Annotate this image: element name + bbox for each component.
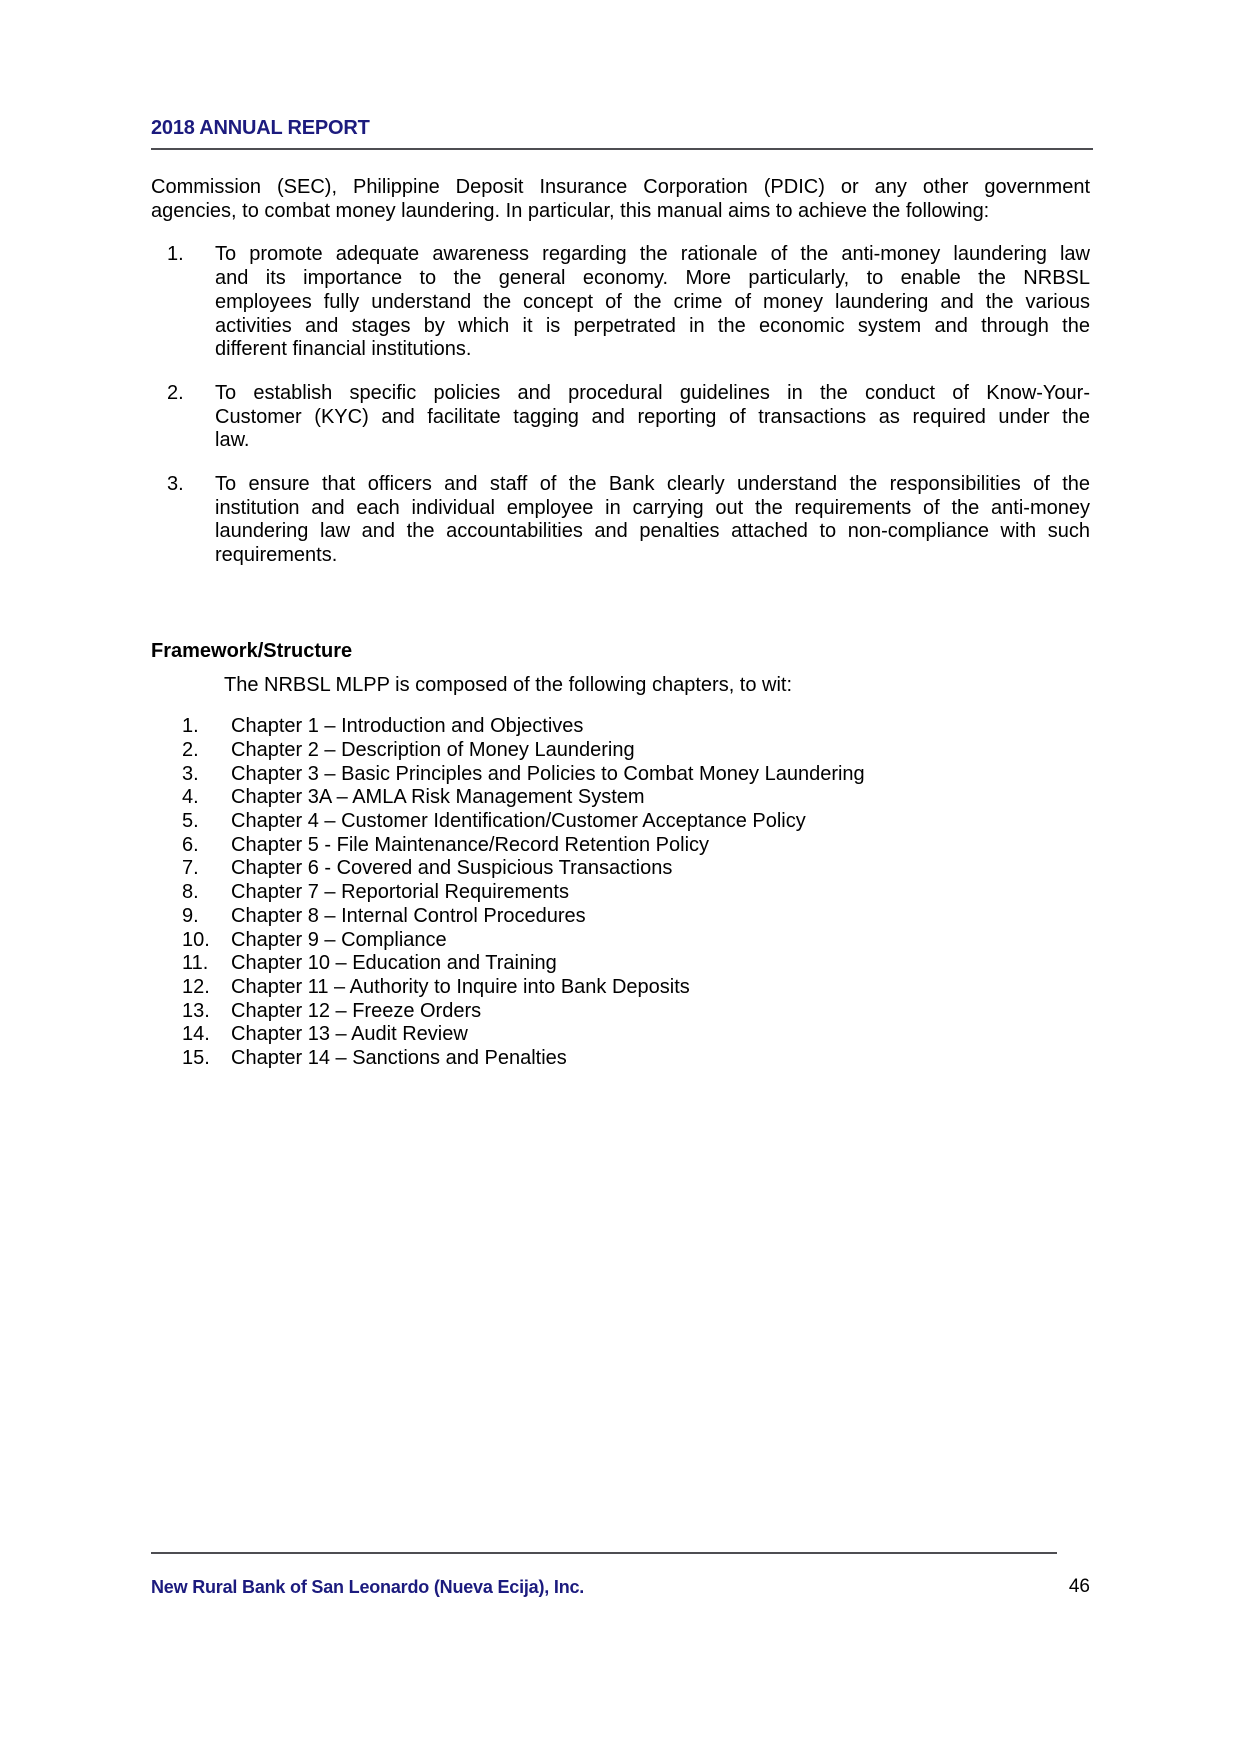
list-number: 9. [182, 904, 199, 927]
paragraph-line: employees fully understand the concept of the crime of money laundering and the various [215, 290, 1090, 313]
chapter-item [151, 881, 1090, 905]
chapter-title: Chapter 9 – Compliance [231, 928, 447, 951]
paragraph-line: Customer (KYC) and facilitate tagging and reporting of transactions as required under the [215, 405, 1090, 428]
chapter-title: Chapter 14 – Sanctions and Penalties [231, 1047, 567, 1070]
objective-text [215, 243, 1090, 362]
chapter-title: Chapter 13 – Audit Review [231, 1023, 468, 1046]
list-number: 3. [182, 762, 199, 785]
chapter-item [151, 715, 1090, 739]
paragraph-line: Commission (SEC), Philippine Deposit Insurance Corporation (PDIC) or any other government [151, 176, 1090, 198]
chapter-title: Chapter 3A – AMLA Risk Management System [231, 786, 645, 809]
chapter-item [151, 1047, 1090, 1071]
chapter-item [151, 905, 1090, 929]
paragraph-line: institution and each individual employee in carrying out the requirements of the anti-money [215, 496, 1090, 519]
objective-item [151, 243, 1090, 362]
chapters-intro-line: The NRBSL MLPP is composed of the following chapters, to wit: [224, 673, 793, 696]
list-number: 11. [182, 952, 209, 975]
chapter-title: Chapter 8 – Internal Control Procedures [231, 904, 586, 927]
list-number: 10. [182, 928, 210, 951]
footer-divider-line [151, 1552, 1057, 1554]
paragraph-line: To ensure that officers and staff of the Bank clearly understand the responsibilities of the [215, 473, 1090, 496]
page-number: 46 [1068, 1576, 1090, 1597]
paragraph-line: To promote adequate awareness regarding the rationale of the anti-money laundering law [215, 243, 1090, 266]
chapter-item [151, 857, 1090, 881]
chapter-item [151, 786, 1090, 810]
chapter-list [151, 715, 1090, 1071]
chapter-item [151, 763, 1090, 787]
chapter-title: Chapter 3 – Basic Principles and Policies to Combat Money Laundering [231, 762, 865, 785]
page-body [151, 176, 1090, 1071]
section-heading: Framework/Structure [151, 639, 353, 662]
paragraph-line: and its importance to the general economy. More particularly, to enable the NRBSL [215, 267, 1090, 290]
list-number: 15. [182, 1047, 210, 1070]
intro-paragraph [151, 176, 1090, 223]
list-number: 2. [182, 738, 199, 761]
report-header-title: 2018 ANNUAL REPORT [151, 117, 370, 139]
paragraph-line: activities and stages by which it is perpetrated in the economic system and through the [215, 314, 1090, 337]
list-number: 7. [182, 857, 199, 880]
list-number: 4. [182, 786, 199, 809]
chapter-title: Chapter 7 – Reportorial Requirements [231, 881, 569, 904]
chapter-item [151, 929, 1090, 953]
list-number: 1. [167, 243, 184, 266]
paragraph-line: To establish specific policies and procedural guidelines in the conduct of Know-Your- [215, 381, 1090, 404]
list-number: 14. [182, 1023, 210, 1046]
list-number: 8. [182, 881, 199, 904]
paragraph-line: law. [215, 429, 250, 452]
chapter-item [151, 976, 1090, 1000]
chapter-title: Chapter 4 – Customer Identification/Customer Acceptance Policy [231, 810, 806, 833]
chapter-title: Chapter 1 – Introduction and Objectives [231, 715, 584, 738]
chapter-item [151, 1023, 1090, 1047]
paragraph-line: agencies, to combat money laundering. In particular, this manual aims to achieve the following: [151, 199, 990, 222]
header-divider-line [151, 148, 1093, 150]
chapter-title: Chapter 5 - File Maintenance/Record Retention Policy [231, 833, 710, 856]
paragraph-line: different financial institutions. [215, 338, 472, 361]
objective-text [215, 382, 1090, 453]
list-number: 12. [182, 975, 210, 998]
chapter-item [151, 834, 1090, 858]
footer-bank-name: New Rural Bank of San Leonardo (Nueva Ecija), Inc. [151, 1577, 585, 1597]
chapter-item [151, 1000, 1090, 1024]
chapter-item [151, 810, 1090, 834]
chapter-title: Chapter 6 - Covered and Suspicious Transactions [231, 857, 673, 880]
objective-item [151, 473, 1090, 568]
paragraph-line: laundering law and the accountabilities and penalties attached to non-compliance with such [215, 520, 1090, 543]
chapter-item [151, 739, 1090, 763]
list-number: 6. [182, 833, 199, 856]
chapter-title: Chapter 2 – Description of Money Laundering [231, 738, 635, 761]
chapter-item [151, 952, 1090, 976]
chapter-title: Chapter 11 – Authority to Inquire into Bank Deposits [231, 975, 690, 998]
objective-item [151, 382, 1090, 453]
objective-text [215, 473, 1090, 568]
list-number: 13. [182, 999, 210, 1022]
chapter-title: Chapter 12 – Freeze Orders [231, 999, 482, 1022]
list-number: 3. [167, 473, 184, 496]
list-number: 1. [182, 715, 199, 738]
list-number: 2. [167, 381, 184, 404]
list-number: 5. [182, 810, 199, 833]
paragraph-line: requirements. [215, 544, 338, 567]
chapter-title: Chapter 10 – Education and Training [231, 952, 557, 975]
